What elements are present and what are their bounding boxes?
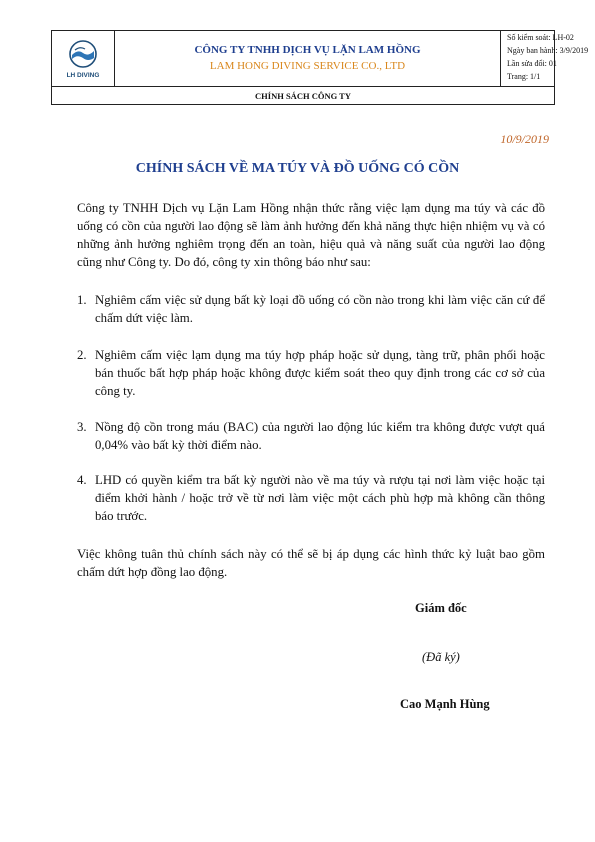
control-code: Số kiểm soát: LH-02 [507,33,574,42]
list-item-number: 2. [77,348,87,362]
closing-paragraph: Việc không tuân thủ chính sách này có thể sẽ bị áp dụng các hình thức kỷ luật bao gồm chấm dứt hợp đồng lao động. [77,547,545,579]
page-number: Trang: 1/1 [507,72,541,81]
list-item-text: Nồng độ cồn trong máu (BAC) của người lao động lúc kiểm tra không được vượt quá 0,04% vào bất kỳ thời điểm nào. [95,420,545,452]
document-date: 10/9/2019 [500,132,549,146]
document-control-info [501,31,589,86]
intro-paragraph: Công ty TNHH Dịch vụ Lặn Lam Hồng nhận thức rằng việc lạm dụng ma túy và các đồ uống có cồn của người lao động sẽ làm ảnh hưởng đến khả năng thực hiện nhiệm vụ và có những ảnh hưởng nghiêm trọng đến an toàn, hiệu quả và năng suất của người lao động cũng như Công ty. Do đó, công ty xin thông báo như sau: [77,201,545,269]
list-item [77,418,545,454]
logo [52,31,115,86]
company-name-english: LAM HONG DIVING SERVICE CO., LTD [209,60,406,72]
document-header [51,30,589,105]
list-item-text: Nghiêm cấm việc sử dụng bất kỳ loại đồ uống có cồn nào trong khi làm việc căn cứ để chấm dứt việc làm. [95,293,545,325]
signature-status: (Đã ký) [422,650,460,664]
list-item-text: Nghiêm cấm việc lạm dụng ma túy hợp pháp hoặc sử dụng, tàng trữ, phân phối hoặc bán thuốc bất hợp pháp hoặc không được kiểm soát theo quy định trong các cơ sở của công ty. [95,348,545,398]
list-item-text: LHD có quyền kiểm tra bất kỳ người nào về ma túy và rượu tại nơi làm việc hoặc tại điểm khởi hành / hoặc trở về từ nơi làm việc một cách phù hợp mà không cần thông báo trước. [95,473,545,523]
list-item [77,471,545,525]
company-name-cell [115,31,501,86]
list-item-number: 4. [77,473,87,487]
list-item [77,291,545,327]
document-title: CHÍNH SÁCH VỀ MA TÚY VÀ ĐỒ UỐNG CÓ CỒN [135,161,460,176]
issue-date: Ngày ban hành: 3/9/2019 [507,46,589,55]
list-item [77,346,545,400]
logo-text: LH DIVING [66,72,100,79]
policy-label: CHÍNH SÁCH CÔNG TY [52,86,554,105]
list-item-number: 1. [77,293,87,307]
signature-role: Giám đốc [415,601,467,615]
revision-number: Lần sửa đổi: 01 [507,59,557,68]
company-name-vietnamese: CÔNG TY TNHH DỊCH VỤ LẶN LAM HỒNG [194,44,421,56]
company-logo-icon [69,40,97,68]
list-item-number: 3. [77,420,87,434]
signatory-name: Cao Mạnh Hùng [400,697,490,711]
